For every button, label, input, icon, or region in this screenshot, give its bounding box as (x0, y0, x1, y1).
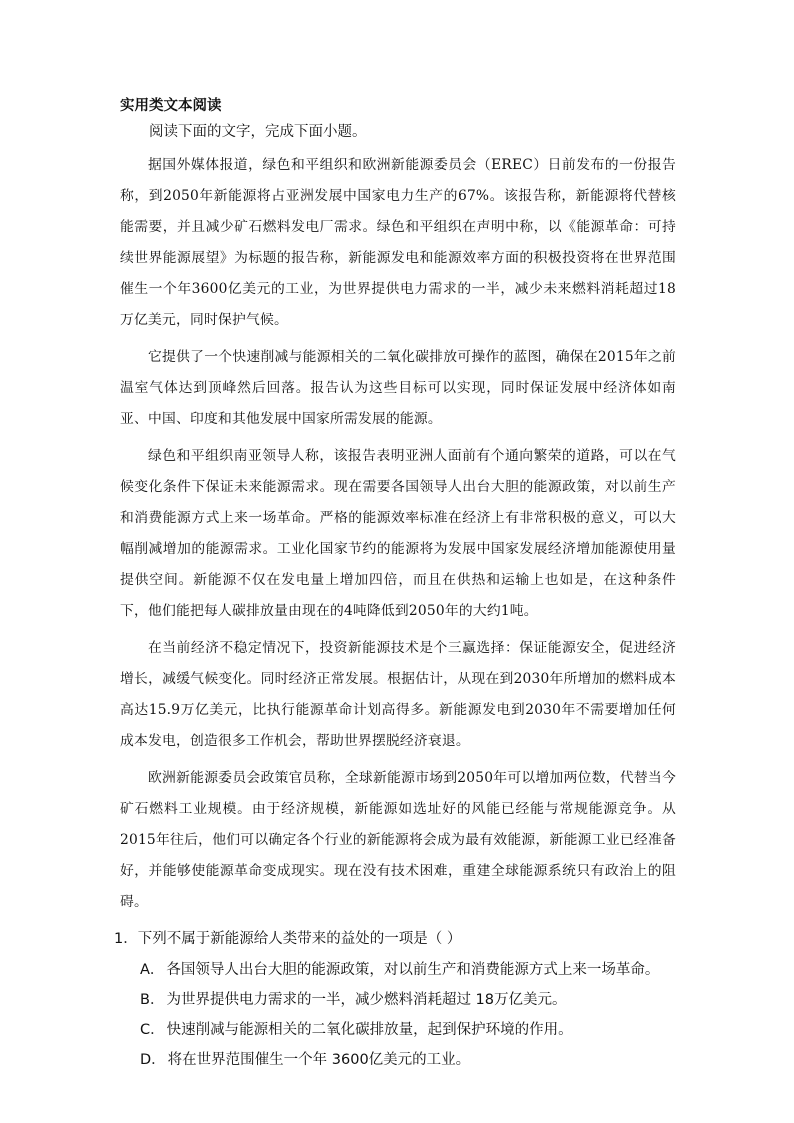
option-letter: D． (140, 1052, 166, 1068)
question-1 (114, 924, 676, 1075)
option-a (120, 955, 676, 985)
option-c (120, 1015, 676, 1045)
option-b (120, 985, 676, 1015)
article-paragraph-4: 在当前经济不稳定情况下，投资新能源技术是个三赢选择：保证能源安全，促进经济增长，减缓气候变化。同时经济正常发展。根据估计，从现在到2030年所增加的燃料成本高达15.9万亿美元，比执行能源革命计划高得多。新能源发电到2030年不需要增加任何成本发电，创造很多工作机会，帮助世界摆脱经济衰退。 (120, 640, 676, 749)
article-paragraph-2: 它提供了一个快速削减与能源相关的二氧化碳排放可操作的蓝图，确保在2015年之前温室气体达到顶峰然后回落。报告认为这些目标可以实现，同时保证发展中经济体如南亚、中国、印度和其他发展中国家所需发展的能源。 (120, 349, 676, 427)
document-content (114, 96, 676, 1075)
article-paragraph-5: 欧洲新能源委员会政策官员称，全球新能源市场到2050年可以增加两位数，代替当今矿石燃料工业规模。由于经济规模，新能源如选址好的风能已经能与常规能源竞争。从2015年往后，他们可以确定各个行业的新能源将会成为最有效能源，新能源工业已经准备好，并能够使能源革命变成现实。现在没有技术困难，重建全球能源系统只有政治上的阻碍。 (120, 770, 676, 910)
option-text: 将在世界范围催生一个年 3600亿美元的工业。 (167, 1052, 471, 1068)
article-paragraph-1: 据国外媒体报道，绿色和平组织和欧洲新能源委员会（EREC）日前发布的一份报告称，到2050年新能源将占亚洲发展中国家电力生产的67%。该报告称，新能源将代替核能需要，并且减少矿石燃料发电厂需求。绿色和平组织在声明中称，以《能源革命：可持续世界能源展望》为标题的报告称，新能源发电和能源效率方面的积极投资将在世界范围催生一个年3600亿美元的工业，为世界提供电力需求的一半，减少未来燃料消耗超过18万亿美元，同时保护气候。 (120, 157, 676, 328)
section-title: 实用类文本阅读 (120, 98, 222, 114)
option-letter: B． (140, 992, 165, 1008)
option-letter: C． (140, 1022, 165, 1038)
option-text: 快速削减与能源相关的二氧化碳排放量，起到保护环境的作用。 (166, 1022, 573, 1038)
answer-options (120, 955, 676, 1075)
reading-instruction: 阅读下面的文字，完成下面小题。 (149, 124, 367, 140)
option-letter: A． (140, 962, 165, 978)
article-paragraph-3: 绿色和平组织南亚领导人称，该报告表明亚洲人面前有个通向繁荣的道路，可以在气候变化条件下保证未来能源需求。现在需要各国领导人出台大胆的能源政策，对以前生产和消费能源方式上来一场革命。严格的能源效率标准在经济上有非常积极的意义，可以大幅削减增加的能源需求。工业化国家节约的能源将为发展中国家发展经济增加能源使用量提供空间。新能源不仅在发电量上增加四倍，而且在供热和运输上也如是，在这种条件下，他们能把每人碳排放量由现在的4吨降低到2050年的大约1吨。 (120, 448, 676, 619)
option-d (120, 1045, 676, 1075)
question-stem: 1．下列不属于新能源给人类带来的益处的一项是（ ） (114, 931, 462, 947)
option-text: 各国领导人出台大胆的能源政策，对以前生产和消费能源方式上来一场革命。 (166, 962, 660, 978)
option-text: 为世界提供电力需求的一半，减少燃料消耗超过 18万亿美元。 (166, 992, 567, 1008)
article (120, 150, 676, 918)
